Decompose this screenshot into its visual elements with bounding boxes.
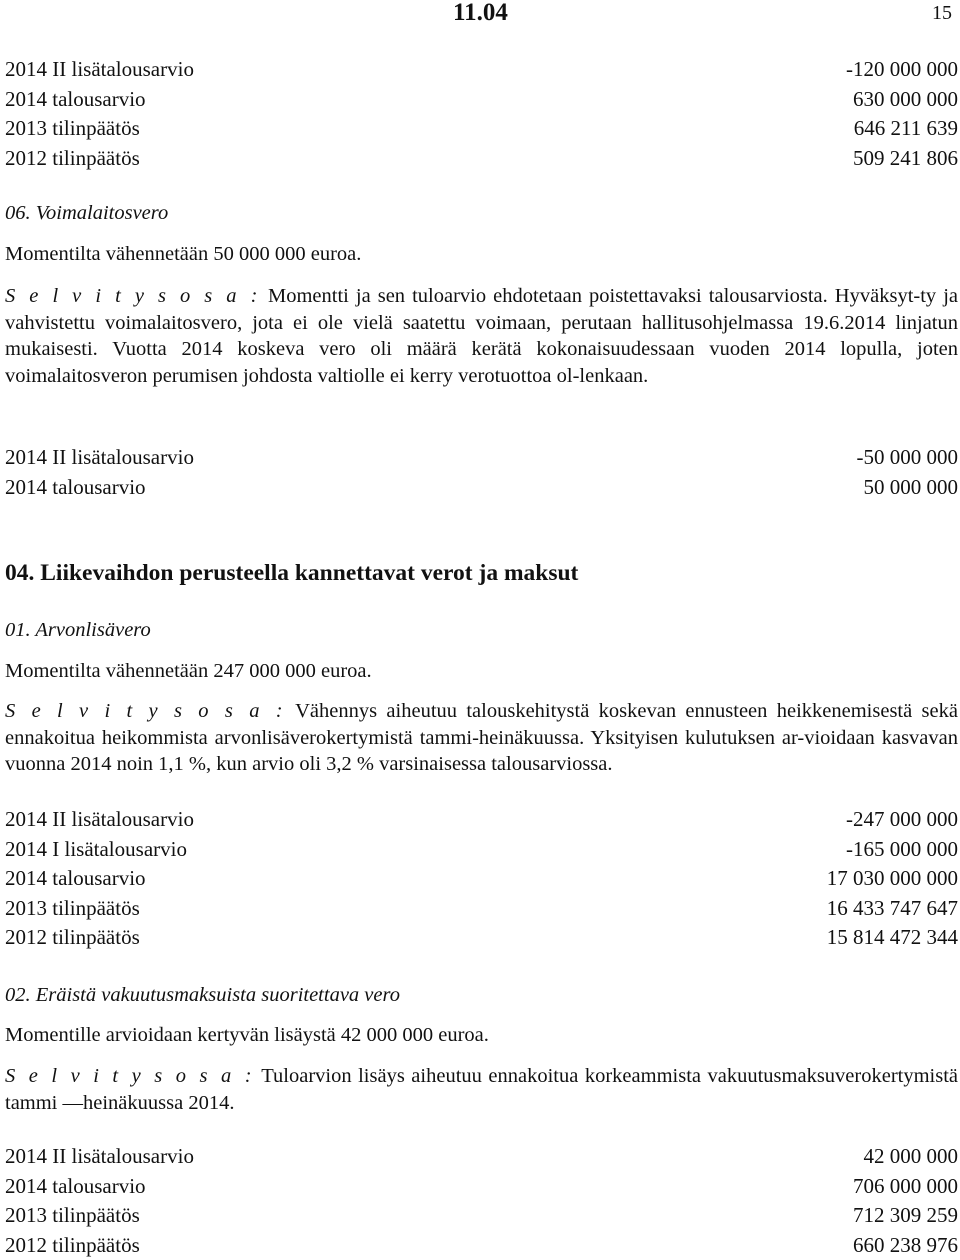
table-row: 2014 II lisätalousarvio -120 000 000 — [5, 57, 958, 81]
arvonlisavero-selvitys: S e l v i t y s o s a : Vähennys aiheutuu talouskehitystä koskevan ennusteen heikkenemisestä sekä ennakoitua heikommista arvonlisäverokertymistä tammi-heinäkuussa. Yksityisen kulutuksen ar-vioidaan kasvavan vuonna 2014 noin 1,1 %, kun arvio oli 3,2 % varsinaisessa talousarviossa. — [5, 700, 958, 775]
table-row: 2014 talousarvio 50 000 000 — [5, 474, 958, 499]
vakuutusmaksu-moment: Momentille arvioidaan kertyvän lisäystä 42 000 000 euroa. — [5, 1024, 489, 1046]
table-row: 2014 talousarvio 17 030 000 000 — [5, 866, 958, 890]
arvonlisavero-title: 01. Arvonlisävero — [5, 619, 151, 641]
selvitys-label: S e l v i t y s o s a : — [5, 285, 261, 307]
table-row: 2012 tilinpäätös 15 814 472 344 — [5, 925, 958, 949]
table-row: 2013 tilinpäätös 16 433 747 647 — [5, 895, 958, 920]
table-row: 2014 II lisätalousarvio -247 000 000 — [5, 807, 958, 831]
table-row: 2013 tilinpäätös 712 309 259 — [5, 1203, 958, 1227]
table-row: 2013 tilinpäätös 646 211 639 — [5, 116, 958, 140]
section-code: 11.04 — [453, 0, 508, 26]
arvonlisavero-moment: Momentilta vähennetään 247 000 000 euroa. — [5, 660, 372, 682]
selvitys-label: S e l v i t y s o s a : — [5, 1065, 256, 1087]
table-row: 2014 talousarvio 630 000 000 — [5, 86, 958, 111]
voimalaitosvero-selvitys: S e l v i t y s o s a : Momentti ja sen tuloarvio ehdotetaan poistettavaksi talousarviosta. Hyväksyt-ty ja vahvistettu voimalaitosvero, jota ei ole vielä saatettu voimaan, perutaan hallitusohjelmassa 19.6.2014 linjatun mukaisesti. Vuotta 2014 koskeva vero oli määrä kerätä kokonaisuudessaan vuoden 2014 lopulla, joten voimalaitosveron perumisen johdosta valtiolle ei kerry verotuottoa ol-lenkaan. — [5, 285, 958, 387]
table-row: 2012 tilinpäätös 660 238 976 — [5, 1232, 958, 1257]
table-row: 2012 tilinpäätös 509 241 806 — [5, 145, 958, 170]
vakuutusmaksu-title: 02. Eräistä vakuutusmaksuista suoritettava vero — [5, 984, 400, 1006]
section-heading: 04. Liikevaihdon perusteella kannettavat verot ja maksut — [5, 560, 579, 586]
table-row: 2014 II lisätalousarvio 42 000 000 — [5, 1144, 958, 1168]
vakuutusmaksu-selvitys: S e l v i t y s o s a : Tuloarvion lisäys aiheutuu ennakoitua korkeammista vakuutusmaksuverokertymistä tammi —heinäkuussa 2014. — [5, 1065, 959, 1114]
voimalaitosvero-table — [5, 443, 958, 502]
vakuutusmaksu-table — [5, 1142, 958, 1260]
page-number: 15 — [932, 2, 952, 24]
table-row: 2014 I lisätalousarvio -165 000 000 — [5, 836, 958, 861]
voimalaitosvero-moment: Momentilta vähennetään 50 000 000 euroa. — [5, 243, 362, 265]
selvitys-label: S e l v i t y s o s a : — [5, 700, 287, 722]
table-row: 2014 II lisätalousarvio -50 000 000 — [5, 445, 958, 469]
top-budget-table — [5, 55, 958, 173]
voimalaitosvero-title: 06. Voimalaitosvero — [5, 202, 169, 224]
table-row: 2014 talousarvio 706 000 000 — [5, 1173, 958, 1198]
arvonlisavero-table — [5, 805, 958, 953]
